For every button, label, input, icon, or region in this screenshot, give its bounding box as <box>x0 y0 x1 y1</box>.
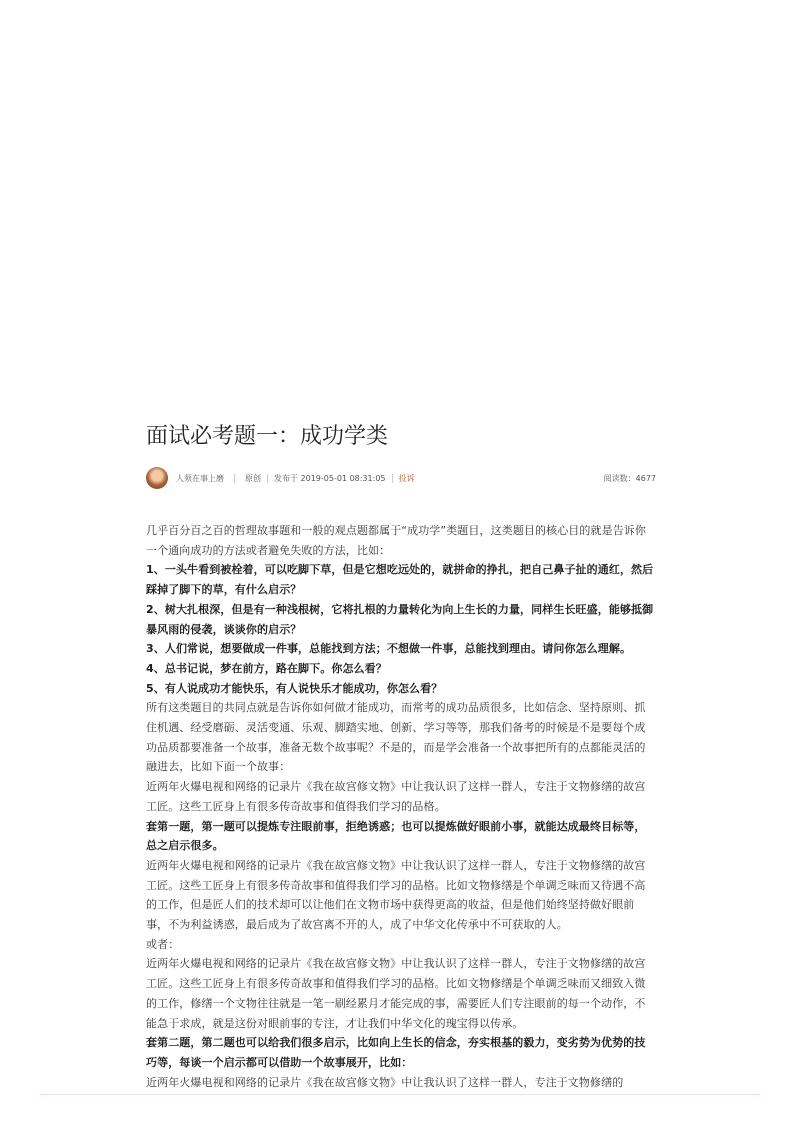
question-item: 3、人们常说，想要做成一件事，总能找到方法；不想做一件事，总能找到理由。请问你怎么理解。 <box>146 642 632 656</box>
meta-divider <box>234 474 235 483</box>
publish-time: 发布于 2019-05-01 08:31:05 <box>274 473 386 483</box>
paragraph: 近两年火爆电视和网络的记录片《我在故宫修文物》中让我认识了这样一群人，专注于文物修缮的 <box>146 1075 624 1089</box>
author-avatar[interactable] <box>146 467 168 489</box>
author-name[interactable]: 人须在事上磨 <box>176 473 224 483</box>
question-item: 5、有人说成功才能快乐，有人说快乐才能成功，你怎么看？ <box>146 681 443 695</box>
original-label: 原创 <box>245 473 261 483</box>
meta-divider <box>392 474 393 483</box>
question-item: 2、树大扎根深，但是有一种浅根树，它将扎根的力量转化为向上生长的力量，同样生长旺盛，能够抵御暴风雨的侵袭，谈谈你的启示？ <box>146 602 654 636</box>
paragraph: 近两年火爆电视和网络的记录片《我在故宫修文物》中让我认识了这样一群人，专注于文物修缮的故宫工匠。这些工匠身上有很多传奇故事和值得我们学习的品格。比如文物修缮是个单调乏味而又细致入微的工作，修缮一个文物往往就是一笔一刷经累月才能完成的事，需要匠人们专注眼前的每一个动作，不能急于求成，就是这份对眼前事的专注，才让我们中华文化的瑰宝得以传承。 <box>146 957 646 1030</box>
article-meta <box>146 466 656 490</box>
question-item: 4、总书记说，梦在前方，路在脚下。你怎么看？ <box>146 661 387 675</box>
paragraph: 近两年火爆电视和网络的记录片《我在故宫修文物》中让我认识了这样一群人，专注于文物修缮的故宫工匠。这些工匠身上有很多传奇故事和值得我们学习的品格。 <box>146 780 646 813</box>
bold-paragraph: 套第一题，第一题可以提炼专注眼前事，拒绝诱惑；也可以提炼做好眼前小事，就能达成最终目标等，总之启示很多。 <box>146 819 646 853</box>
view-count: 阅读数：4677 <box>603 473 656 483</box>
article <box>146 420 656 1092</box>
paragraph: 所有这类题目的共同点就是告诉你如何做才能成功，而常考的成功品质很多，比如信念、坚持原则、抓住机遇、经受磨砺、灵活变通、乐观、脚踏实地、创新、学习等等，那我们备考的时候是不是要每个成功品质都要准备一个故事，准备无数个故事呢？不是的，而是学会准备一个故事把所有的点都能灵活的融进去，比如下面一个故事： <box>146 701 646 774</box>
paragraph: 几乎百分百之百的哲理故事题和一般的观点题都属于“成功学”类题目，这类题目的核心目的就是告诉你一个通向成功的方法或者避免失败的方法，比如： <box>146 524 646 557</box>
page-divider <box>40 1094 760 1095</box>
meta-divider <box>267 474 268 483</box>
paragraph: 或者： <box>146 937 180 951</box>
paragraph: 近两年火爆电视和网络的记录片《我在故宫修文物》中让我认识了这样一群人，专注于文物修缮的故宫工匠。这些工匠身上有很多传奇故事和值得我们学习的品格。比如文物修缮是个单调乏味而又待遇不高的工作，但是匠人们的技术却可以让他们在文物市场中获得更高的收益，但是他们始终坚持做好眼前事，不为利益诱惑，最后成为了故宫离不开的人，成了中华文化传承中不可获取的人。 <box>146 858 646 932</box>
question-item: 1、一头牛看到被栓着，可以吃脚下草，但是它想吃远处的，就拼命的挣扎，把自己鼻子扯的通红，然后踩掉了脚下的草，有什么启示？ <box>146 563 654 597</box>
report-link[interactable]: 投诉 <box>398 473 415 483</box>
article-body <box>146 521 656 1092</box>
article-title: 面试必考题一：成功学类 <box>146 424 389 449</box>
bold-paragraph: 套第二题，第二题也可以给我们很多启示，比如向上生长的信念，夯实根基的毅力，变劣势为优势的技巧等，每谈一个启示都可以借助一个故事展开，比如： <box>146 1036 646 1069</box>
